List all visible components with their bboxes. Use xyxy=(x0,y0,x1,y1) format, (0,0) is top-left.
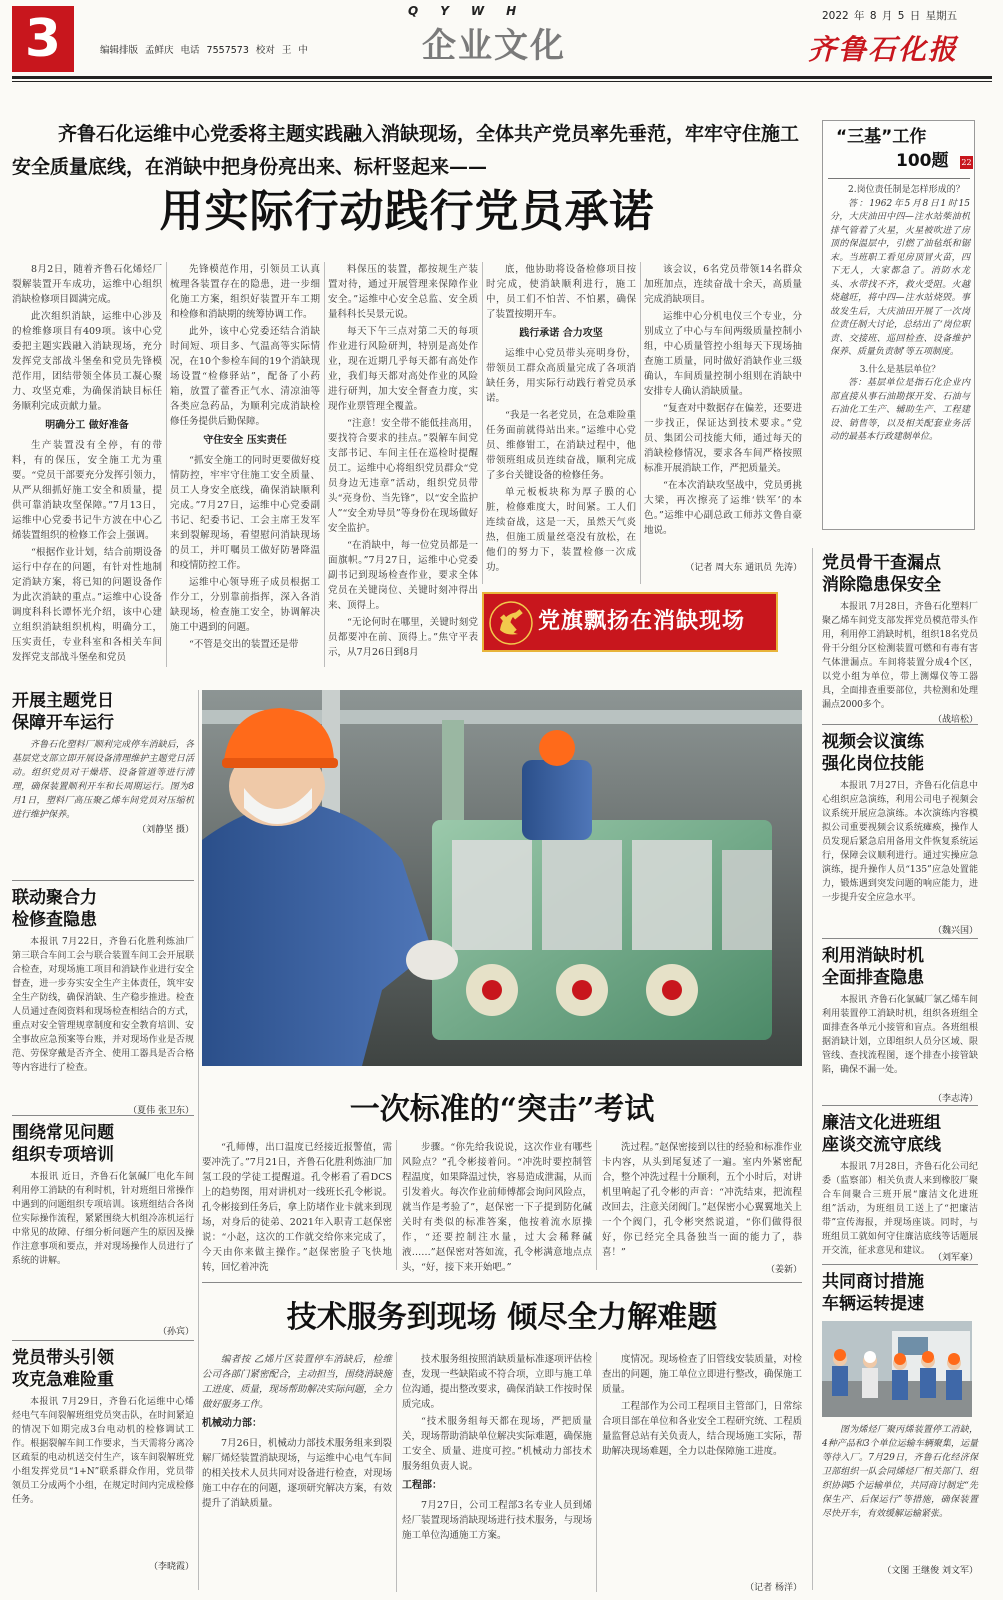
brief-title: 共同商讨措施 xyxy=(822,1272,924,1292)
column-divider xyxy=(812,548,813,1590)
transport-photo xyxy=(822,1321,972,1417)
brief-title: 消除隐患保安全 xyxy=(822,575,941,595)
sanji-title: “三基”工作 xyxy=(836,127,927,147)
lead-paragraph: 底，他协助将设备检修项目按时完成，使消缺顺利进行，施工中，员工们不怕苦、不怕累，确保了装置按期开车。 xyxy=(486,264,636,320)
brief-title: 攻克急难险重 xyxy=(12,1370,114,1390)
editor-line: 编辑排版 孟鲜庆 电话 7557573 校对 王 中 xyxy=(100,45,308,56)
brief-byline: （夏伟 张卫东） xyxy=(128,1106,194,1116)
left-briefs-column xyxy=(12,690,194,1595)
brief-title: 党员带头引领 xyxy=(12,1348,114,1368)
sanji-answer: 答：1962年5月8日1时15分，大庆油田中四—注水站柴油机排气管着了火星，火星被吹进了房顶的保温层中，引燃了油毡纸和锯末。当班职工看见房顶冒火苗，四下无人，大家都急了。消防水龙头、水带找不齐，救火受阻。火越烧越旺，将中四—注水站烧毁。事故发生后，大庆油田开展了一次岗位责任制大讨论，总结出了‘岗位职责、交接班、巡回检查、设备维护保养、质量负责制’等五项制度。 xyxy=(830,198,970,357)
brief-body xyxy=(822,993,978,1091)
brief xyxy=(822,552,978,725)
section-title: 企业文化 xyxy=(422,26,566,66)
brief-text: 本报讯 7月28日，齐鲁石化公司纪委（监察部）相关负责人来到橡胶厂聚合车间聚合三班开展“廉洁文化进班组”活动，为班组员工送上了“把廉洁带”宣传海报，并现场座谈。同时，与班组员工就如何守住廉洁底线等话题展开交流，征求意见和建议。 xyxy=(822,1162,978,1256)
lead-column-2 xyxy=(170,262,320,672)
sanji-issue-badge: 22 xyxy=(961,158,972,167)
lead-byline: （记者 周大东 通讯员 先涛） xyxy=(685,563,802,573)
column-divider xyxy=(166,262,167,667)
lead-paragraph: 8月2日，随着齐鲁石化烯烃厂裂解装置开车成功，运维中心组织消缺检修项目圆满完成。 xyxy=(12,264,162,305)
lead-column-1 xyxy=(12,262,162,672)
lead-paragraph: 单元板板块称为厚子膜的心脏，检修难度大，时间紧。工人们连续奋战，这是一天，虽然天气炎热，但施工质量丝毫没有放松，在他们的努力下，装置检修一次成功。 xyxy=(486,487,636,573)
hammer-sickle-icon xyxy=(488,600,534,646)
story2-byline: （姜新） xyxy=(765,1265,802,1275)
brief-byline: （李晓霞） xyxy=(148,1562,194,1572)
story2-column-3 xyxy=(602,1140,802,1264)
lead-column-4 xyxy=(486,262,636,584)
brief-byline: （刘军豪） xyxy=(932,1253,978,1263)
lead-paragraph: 此次组织消缺，运维中心涉及的检维修项目有409项。该中心党委把主题实践融入消缺现场，充分发挥党支部战斗堡垒和党员先锋模范作用，团结带领全体员工凝心聚力、攻坚克难，为确保消缺目标任务顺利完成贡献力量。 xyxy=(12,311,162,412)
brief-title: 视频会议演练 xyxy=(822,732,924,752)
banner-text: 党旗飘扬在消缺现场 xyxy=(538,609,746,634)
brief-byline: （孙宾） xyxy=(157,1327,194,1337)
lead-paragraph: 运维中心党员带头亮明身份，带领员工群众高质量完成了各项消缺任务，用实际行动践行着党员承诺。 xyxy=(486,348,636,404)
story3-subhead: 工程部： xyxy=(402,1480,442,1491)
lead-kicker: 齐鲁石化运维中心党委将主题实践融入消缺现场，全体共产党员率先垂范，牢牢守住施工安全质量底线，在消缺中把身份亮出来、标杆竖起来—— xyxy=(12,123,800,178)
lead-paragraph: “抓安全施工的同时更要做好疫情防控，牢牢守住施工安全质量、员工人身安全底线，确保消缺顺利完成。”7月27日，运维中心党委副书记、纪委书记、工会主席王发军来到裂解现场，看望慰问消缺现场的员工，并叮嘱员工做好防暑降温和疫情防控工作。 xyxy=(170,455,320,571)
lead-paragraph: “在消缺中，每一位党员都是一面旗帜。”7月27日，运维中心党委副书记到现场检查作业，要求全体党员在关键岗位、关键时刻冲得出来、顶得上。 xyxy=(328,540,478,611)
brief-title: 车辆运转提速 xyxy=(822,1294,924,1314)
lead-paragraph: 生产装置没有全停，有的带料，有的保压，安全施工尤为重要。“党员干部要充分发挥引领力，从严从细抓好施工安全和质量，提供可靠消缺攻坚保障。”7月13日，运维中心党委书记牛方波在中心乙烯装置组织的检修工作会上强调。 xyxy=(12,440,162,541)
story3-paragraph: 度情况。现场检查了旧管线安装质量，对检查出的问题，施工单位立即进行整改，确保施工质量。 xyxy=(602,1354,802,1395)
sanji-question: 3.什么是基层单位？ xyxy=(859,364,941,375)
column-divider xyxy=(482,262,483,584)
column-divider xyxy=(198,690,199,1590)
story3-paragraph: 技术服务组按照消缺质量标准逐项评估检查，发现一些缺陷或不符合项，立即与施工单位沟通，提出整改要求，确保消缺工作按时保质完成。 xyxy=(402,1354,593,1410)
lead-subhead: 守住安全 压实责任 xyxy=(203,435,287,446)
brief-byline: （李志涛） xyxy=(932,1094,978,1104)
lead-column-3 xyxy=(328,262,478,672)
brief-text: 本报讯 齐鲁石化氯碱厂氯乙烯车间利用装置停工消缺时机，组织各班组全面排查各单元小接管和盲点。各班组根据消缺计划，立即组织人员分区域、限管线、查找流程图，逐个排查小接管缺陷，确保不漏一处。 xyxy=(822,995,978,1075)
brief-text: 本报讯 7月27日，齐鲁石化信息中心组织应急演练，利用公司电子视频会议系统开展应急演练。本次演练内容模拟公司重要视频会议系统瘫痪，操作人员发现后紧急启用备用文件恢复系统运行，保障会议顺利进行。通过实操应急演练，提升操作人员“135”应急处置能力，锻炼遇到突发问题的响应能力，进一步提升安全应急水平。 xyxy=(822,781,978,903)
brief-title: 联动聚合力 xyxy=(12,888,97,908)
brief-title: 利用消缺时机 xyxy=(822,946,924,966)
brief-title: 检修查隐患 xyxy=(12,910,97,930)
lead-subhead: 践行承诺 合力攻坚 xyxy=(519,328,603,339)
story3-column-3 xyxy=(602,1352,802,1578)
brief-body xyxy=(822,1423,978,1563)
story2-column-1 xyxy=(202,1140,392,1276)
column-divider xyxy=(396,1140,397,1270)
brief-title: 廉洁文化进班组 xyxy=(822,1113,941,1133)
story3-column-1 xyxy=(202,1352,392,1594)
lead-paragraph: “复查对中数据存在偏差，还要进一步找正，保证达到技术要求。”党员、集团公司技能大师，通过每天的消缺检修情况，要求各车间严格按照标准开展消缺工作，严把质量关。 xyxy=(644,403,802,474)
story3-subhead: 机械动力部： xyxy=(202,1418,262,1429)
lead-paragraph: 料保压的装置，都按规生产装置对待，通过开展管理来保障作业安全。”运维中心安全总监、安全质量科科长吴景元说。 xyxy=(328,264,478,320)
right-briefs-column xyxy=(822,552,978,1596)
column-divider xyxy=(596,1352,597,1592)
story3-paragraph: 7月26日，机械动力部技术服务组来到裂解厂烯烃装置消缺现场，与运维中心电气车间的相关技术人员共同对设备进行检查，对现场施工中存在的问题，逐项研究解决方案，有效提升了消缺质量。 xyxy=(202,1438,393,1509)
brief-byline: （刘静坚 摄） xyxy=(137,825,194,835)
story3-paragraph: “技术服务组每天都在现场，严把质量关，现场帮助消缺单位解决实际难题，确保施工安全、质量、进度可控。”机械动力部技术服务组负责人说。 xyxy=(402,1416,593,1472)
brief xyxy=(822,1112,978,1262)
worker-photo xyxy=(202,690,802,1066)
sanji-question: 2.岗位责任制是怎样形成的？ xyxy=(848,185,965,195)
brief xyxy=(12,1347,194,1577)
brief-text: 本报讯 近日，齐鲁石化氯碱厂电化车间利用停工消缺的有利时机，针对班组日常操作中遇到的问题组织专项培训。该班组结合各岗位实际操作流程，紧紧围绕大机组冷冻机运行中常见的故障、仔细分析问题产生的原因及操作注意事项和要点，并对现场操作人员进行了系统的讲解。 xyxy=(12,1172,194,1266)
brief xyxy=(12,690,194,878)
sanji-content xyxy=(830,184,970,526)
story3-column-2 xyxy=(402,1352,592,1594)
sanji-rule xyxy=(828,178,970,179)
brief-divider xyxy=(822,1105,978,1106)
column-divider xyxy=(324,262,325,667)
section-pinyin: QYWH xyxy=(408,4,539,18)
brief-body xyxy=(12,738,194,822)
lead-paragraph: “不管是交出的装置还是带 xyxy=(189,639,299,650)
brief-body xyxy=(822,600,978,712)
lead-headline: 用实际行动践行党员承诺 xyxy=(159,186,655,237)
brief xyxy=(12,887,194,1116)
story2-paragraph: 步骤。“你先给我说说，这次作业有哪些风险点？”孔令彬接着问。“冲洗时要控制管程温度，如果降温过快，容易造成泄漏，从而引发着火。每次作业前师傅都会询问风险点，就当作是考验了”，赵保密一下子提到防化碱关时有类似的标准答案，他按着流水原操作，“还要控制注水量，过大会稀释碱液……”赵保密对答如流，孔令彬满意地点点头，“好，接下来开始吧。” xyxy=(402,1142,593,1273)
story2-headline: 一次标准的“突击”考试 xyxy=(349,1092,655,1127)
brief-title: 围绕常见问题 xyxy=(12,1123,114,1143)
brief-byline: （魏兴国） xyxy=(932,926,978,936)
brief-body xyxy=(822,1160,978,1256)
brief-title: 全面排查隐患 xyxy=(822,968,924,988)
brief xyxy=(822,945,978,1103)
brief-title: 座谈交流守底线 xyxy=(822,1135,941,1155)
column-divider xyxy=(396,1352,397,1592)
brief-text: 本报讯 7月29日，齐鲁石化运维中心烯烃电气车间裂解班组党员突击队，在时间紧迫的情况下如期完成3台电动机的检修调试工作。根据裂解车间工作要求，当天需将分离冷区疏泵的电动机送交付生产，该车间裂解班党小组发挥党员“1+N”联系群众作用，党员带领员工分成两个小组，在规定时间内完成检修任务。 xyxy=(12,1397,194,1505)
brief-divider xyxy=(822,1264,978,1265)
brief-body xyxy=(12,1170,194,1324)
story-divider xyxy=(202,1282,802,1283)
lead-paragraph: 运维中心领导班子成员根据工作分工，分别靠前指挥，深入各消缺现场，检查施工安全，协调解决施工中遇到的问题。 xyxy=(170,577,320,633)
sanji-answer: 答：基层单位是指石化企业内部直接从事石油勘探开发、石油与石油化工生产、辅助生产、工程建设、销售等，以及相关配套业务活动的最基本行政建制单位。 xyxy=(830,378,970,442)
brief xyxy=(12,1122,194,1338)
story2-paragraph: 洗过程。”赵保密接到以往的经验和标准作业卡内容，从头到尾复述了一遍。室内外紧密配合，整个冲洗过程十分顺利，五个小时后，对讲机里响起了孔令彬的声音：“冲洗结束，把流程改回去，注意关闭阀门。”赵保密小心翼翼地关上一个个阀门，孔令彬突然说道，“你们做得很好，你已经完全具备独当一面的能力了，恭喜！” xyxy=(602,1142,802,1258)
brief-title: 开展主题党日 xyxy=(12,691,114,711)
brief xyxy=(822,731,978,936)
brief-divider xyxy=(822,938,978,939)
masthead-rule-thin xyxy=(12,81,992,82)
brief-text: 本报讯 7月28日，齐鲁石化塑料厂聚乙烯车间党支部发挥党员模范带头作用，利用停工消缺时机，组织18名党员骨干分组分区检测装置可燃和有毒有害气体泄漏点。车间将装置分成4个区，以党小组为单位，带上测爆仪等工器具，全面排查重要部位，共检测和处理漏点2000多个。 xyxy=(822,602,978,710)
brief-body xyxy=(12,1395,194,1559)
lead-paragraph: 每天下午三点对第二天的每项作业进行风险研判，特别是高处作业，现在近期几乎每天都有高处作业，我们每天都对高处作业的风险进行研判，加大安全督查力度，实现作业票管理全覆盖。 xyxy=(328,326,478,412)
story2-paragraph: “孔师傅，出口温度已经接近报警值，需要冲洗了。”7月21日，齐鲁石化胜利炼油厂加氢工段的学徒工提醒道。孔令彬看了看DCS上的趋势图，用对讲机对一线班长孔令彬说。孔令彬接到任务后，拿上防堵作业卡就来到现场，对身后的徒弟、2021年入职青工赵保密说：“小赵，这次的工作就交给你来完成了，今天由你来做主操作。”赵保密脸子飞快地转，回忆着冲洗 xyxy=(202,1142,393,1273)
story3-intro: 编者按 乙烯片区装置停车消缺后，检维公司各部门紧密配合，主动担当，围绕消缺施工进度、质量，现场帮助解决实际问题，全力做好服务工作。 xyxy=(202,1354,393,1410)
column-divider xyxy=(640,262,641,584)
lead-paragraph: “在本次消缺攻坚战中，党员勇挑大梁，再次擦亮了运维‘铁军’的本色。”运维中心副总政工师苏文鲁自豪地说。 xyxy=(644,480,802,536)
brief-title: 组织专项培训 xyxy=(12,1145,114,1165)
sanji-subtitle: 100题 xyxy=(896,151,949,171)
paper-logo: 齐鲁石化报 xyxy=(808,33,959,66)
brief-byline: （文图 王继俊 刘文军） xyxy=(882,1566,978,1576)
brief-text: 图为烯烃厂聚丙烯装置停工消缺，4种产品和3个单位运输车辆聚集，运量等待入厂。7月29日，齐鲁石化经济保卫部组织一队会同烯烃厂相关部门、组织协调5个运输单位，共同商讨制定“先保生产、后保运行”等措施，确保装置尽快开车，有效缓解运输紧张。 xyxy=(822,1425,978,1519)
column-divider xyxy=(596,1140,597,1270)
brief-divider xyxy=(12,1340,194,1341)
brief-divider xyxy=(12,880,194,881)
lead-paragraph: 运维中心分机电仪三个专业，分别成立了中心与车间两级质量控制小组，中心质量管控小组每天下现场抽查施工质量，同时做好消缺作业三级确认，车间质量控制小组则在消缺中安排专人确认消缺质量。 xyxy=(644,311,802,397)
lead-paragraph: “无论何时在哪里，关键时刻党员都要冲在前、顶得上。”焦守平表示，从7月26日到8月 xyxy=(328,617,478,658)
brief-text: 齐鲁石化塑料厂顺利完成停车消缺后，各基层党支部立即开展设备清理维护主题党日活动。组织党员对干燥塔、设备管道等进行清理，确保装置顺利开车和长周期运行。图为8月1日，塑料厂高压聚乙烯车间党员对压缩机进行维护保养。 xyxy=(12,740,194,820)
lead-paragraph: 该会议，6名党员带领14名群众加班加点，连续奋战十余天，高质量完成消缺项目。 xyxy=(644,264,802,305)
lead-paragraph: 先锋模范作用，引领员工认真梳理各装置存在的隐患，进一步细化施工方案，组织好装置开车工期和检修和消缺期的统筹协调工作。 xyxy=(170,264,320,320)
story3-paragraph: 工程部作为公司工程项目主管部门，日常综合项目部在单位和各业安全工程研究统、工程质量监督总站有关负责人，结合现场施工实际，帮助解决现场难题，全力以赴保障施工进度。 xyxy=(602,1401,802,1457)
brief xyxy=(822,1271,978,1589)
publication-date: 2022 年 8 月 5 日 星期五 xyxy=(822,10,958,22)
story3-headline: 技术服务到现场 倾尽全力解难题 xyxy=(286,1300,718,1335)
story2-column-2 xyxy=(402,1140,592,1276)
brief-title: 强化岗位技能 xyxy=(822,754,924,774)
brief-title: 党员骨干查漏点 xyxy=(822,553,941,573)
lead-column-5 xyxy=(644,262,802,572)
page-number: 3 xyxy=(12,6,74,72)
brief-title: 保障开车运行 xyxy=(12,713,114,733)
lead-paragraph: “我是一名老党员，在急难险重任务面前就得站出来。”运维中心党员、维修钳工，在消缺过程中，他带领班组成员连续奋战，顺利完成了多台关键设备的检修任务。 xyxy=(486,410,636,481)
lead-paragraph: “根据作业计划，结合前期设备运行中存在的问题，有针对性地制定消缺方案，将已知的问题设备作为此次消缺的重点。”运维中心设备调度科科长谭怀光介绍，该中心建立组织消缺组织机构，明确分工，压实责任，专业科室和各相关车间发挥党支部战斗堡垒和党员 xyxy=(12,547,162,663)
story3-paragraph: 7月27日，公司工程部3名专业人员到烯烃厂装置现场消缺现场进行技术服务，与现场施工单位沟通施工方案。 xyxy=(402,1500,593,1541)
brief-body xyxy=(822,779,978,923)
masthead-rule xyxy=(12,76,992,79)
lead-paragraph: “注意！安全带不能低挂高用，要找符合要求的挂点。”裂解车间党支部书记、车间主任在巡检时提醒员工。运维中心将组织党员群众“党员身边无违章”活动，组织党员带头“亮身份、当先锋”，以“安全监护人”“安全劝导员”等身份在现场做好安全监护。 xyxy=(328,418,478,534)
brief-byline: （战培松） xyxy=(932,715,978,725)
brief-text: 本报讯 7月22日，齐鲁石化胜利炼油厂第三联合车间工会与联合装置车间工会开展联合检查，对现场施工项目和消缺作业进行安全督查，进一步夯实安全生产主体责任，筑牢安全生产防线，确保消缺、生产稳步推进。检查人员通过查阅资料和现场检查相结合的方式，重点对安全管理规章制度和安全教育培训、安全事故应急预案等台账，并对现场作业是否规范、劳保穿戴是否齐全、使用工器具是否合格等内容进行了检查。 xyxy=(12,937,194,1073)
brief-body xyxy=(12,935,194,1103)
story3-byline: （记者 杨洋） xyxy=(745,1583,802,1593)
lead-paragraph: 此外，该中心党委还结合消缺时间短、项目多、气温高等实际情况，在10个参检车间的19个消缺现场设置“检修驿站”，配备了小药箱，放置了藿香正气水、清凉油等各类应急药品，为顺利完成消缺检修任务提供后勤保障。 xyxy=(170,326,320,427)
lead-subhead: 明确分工 做好准备 xyxy=(45,420,129,431)
